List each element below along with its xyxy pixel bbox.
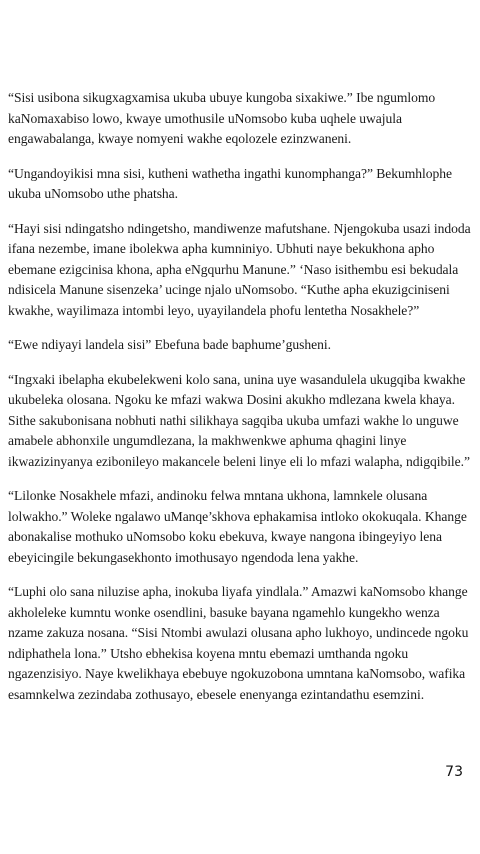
paragraph: “Ewe ndiyayi landela sisi” Ebefuna bade baphume’gusheni. bbox=[8, 337, 331, 352]
paragraph: “Ingxaki ibelapha ekubelekweni kolo sana, unina uye wasandulela ukugqiba kwakhe ukubeleka olosana. Ngoku ke mfazi wakwa Dosini akukho mdlezana kwela khaya. Sithe sakubonisana nobhuti nathi silikhaya sagqiba ukuba umfazi wakhe lo unguwe amabele abhonxile ungumdlezana, la makhwenkwe aphuma qhagini linye ikwazizinyanya ezibonileyo makancele beleni linye eli lo mfazi walapha, ndigqibile.” bbox=[8, 371, 470, 469]
paragraph: “Lilonke Nosakhele mfazi, andinoku felwa mntana ukhona, lamnkele olusana lolwakho.” Woleke ngalawo uManqe’skhova ephakamisa intloko okokuqala. Khange abonakalise mothuko uNomsobo koku ebekuva, kwaye nangona ibingeyiyo lena ebeyicingile bekungasekhonto imothusayo ngendoda lena yakhe. bbox=[8, 488, 467, 565]
paragraph: “Sisi usibona sikugxagxamisa ukuba ubuye kungoba sixakiwe.” Ibe ngumlomo kaNomaxabiso lowo, kwaye umothusile uNomsobo kuba uqhele uwajula engawabalanga, kwaye nomyeni wakhe eqolozele ezinzwaneni. bbox=[8, 90, 436, 146]
paragraph: “Ungandoyikisi mna sisi, kutheni wathetha ingathi kunomphanga?” Bekumhlophe ukuba uNomsobo uthe phatsha. bbox=[8, 165, 453, 201]
paragraph: “Luphi olo sana niluzise apha, inokuba liyafa yindlala.” Amazwi kaNomsobo khange akholeleke kumntu wonke osendlini, basuke bayana ngamehlo kungekho wenza nzame zakuza nosana. “Sisi Ntombi awulazi olusana apho lukhoyo, undincede ngoku ndiphathela lona.” Utsho ebhekisa koyena mntu ebemazi umthanda ngoku ngazenzisiyo. Naye kwelikhaya ebebuye ngokuzobona umntana kaNomsobo, wafika esamnkelwa zezindaba zothusayo, ebesele enenyanga ezintandathu esemzini. bbox=[8, 584, 469, 702]
paragraph: “Hayi sisi ndingatsho ndingetsho, mandiwenze mafutshane. Njengokuba usazi indoda ifana nezembe, imane ibolekwa apha kumniniyo. Ubhuti naye bekukhona apho ebemane ezigcinisa khona, apha eNgqurhu Manune.” ‘Naso isithembu esi bekudala ndisicela Manune sisenzeka’ ucinge njalo uNomsobo. “Kuthe apha ekuzigciniseni kwakhe, wayilimaza intombi leyo, uyayilandela phofu lentetha Nosakhele?” bbox=[8, 220, 471, 318]
page-body bbox=[8, 88, 478, 719]
page-number: 73 bbox=[445, 764, 463, 780]
